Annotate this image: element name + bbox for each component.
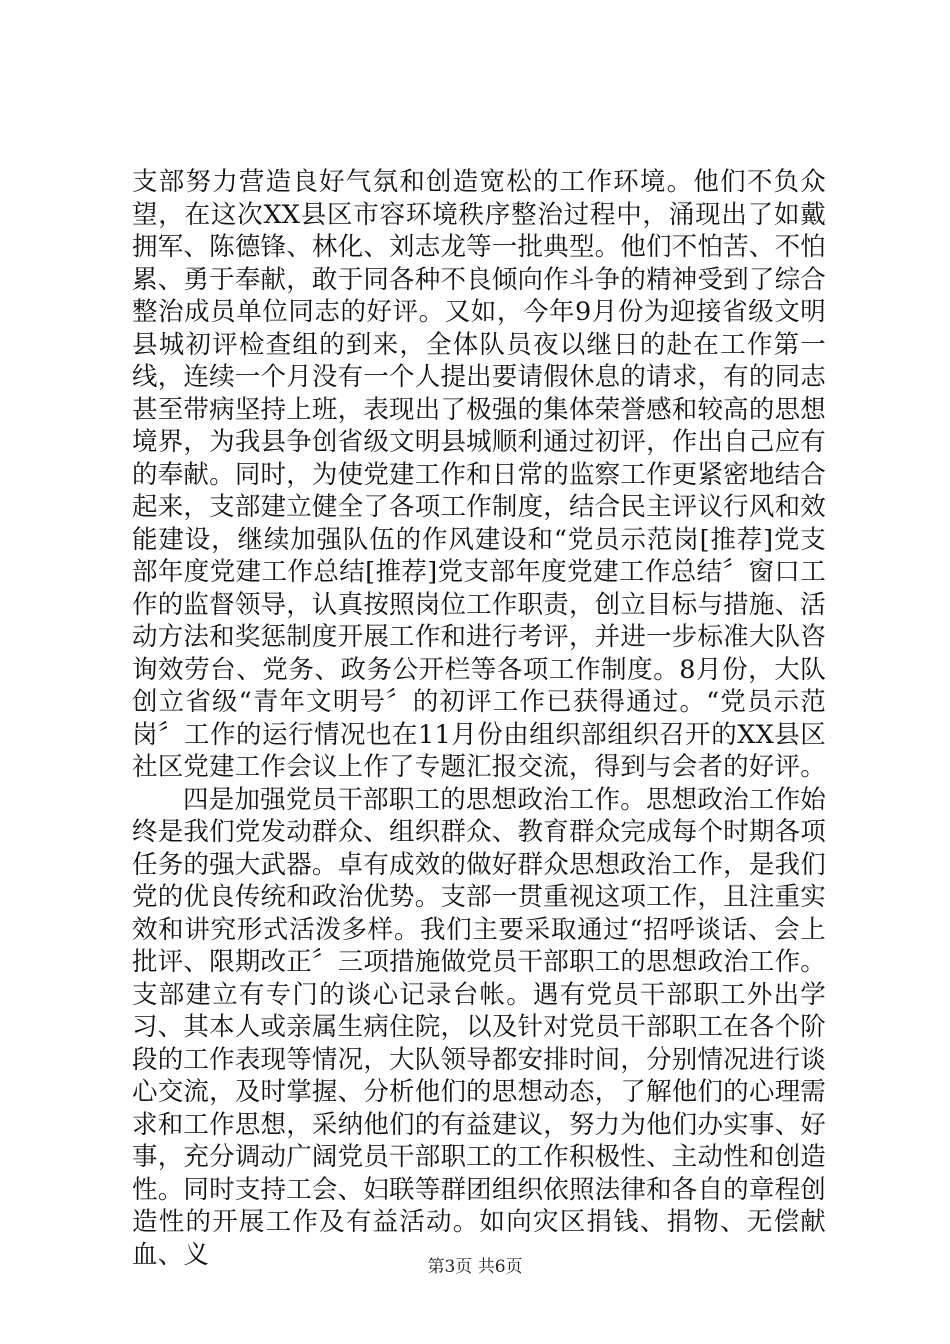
page-footer: 第3页 共6页 (427, 1257, 523, 1277)
body-text (132, 166, 826, 1271)
paragraph-2: 四是加强党员干部职工的思想政治工作。思想政治工作始终是我们党发动群众、组织群众、教育群众完成每个时期各项任务的强大武器。卓有成效的做好群众思想政治工作，是我们党的优良传统和政治优势。支部一贯重视这项工作，且注重实效和讲究形式活泼多样。我们主要采取通过“招呼谈话、会上批评、限期改正〞三项措施做党员干部职工的思想政治工作。支部建立有专门的谈心记录台帐。遇有党员干部职工外出学习、其本人或亲属生病住院，以及针对党员干部职工在各个阶段的工作表现等情况，大队领导都安排时间，分别情况进行谈心交流，及时掌握、分析他们的思想动态，了解他们的心理需求和工作思想，采纳他们的有益建议，努力为他们办实事、好事，充分调动广阔党员干部职工的工作积极性、主动性和创造性。同时支持工会、妇联等群团组织依照法律和各自的章程创造性的开展工作及有益活动。如向灾区捐钱、捐物、无偿献血、义 (132, 784, 826, 1270)
paragraph-1: 支部努力营造良好气氛和创造宽松的工作环境。他们不负众望，在这次XX县区市容环境秩序整治过程中，涌现出了如戴拥军、陈德锋、林化、刘志龙等一批典型。他们不怕苦、不怕累、勇于奉献，敢于同各种不良倾向作斗争的精神受到了综合整治成员单位同志的好评。又如，今年9月份为迎接省级文明县城初评检查组的到来，全体队员夜以继日的赴在工作第一线，连续一个月没有一个人提出要请假休息的请求，有的同志甚至带病坚持上班，表现出了极强的集体荣誉感和较高的思想境界，为我县争创省级文明县城顺利通过初评，作出自己应有的奉献。同时，为使党建工作和日常的监察工作更紧密地结合起来，支部建立健全了各项工作制度，结合民主评议行风和效能建设，继续加强队伍的作风建设和“党员示范岗[推荐]党支部年度党建工作总结[推荐]党支部年度党建工作总结〞窗口工作的监督领导，认真按照岗位工作职责，创立目标与措施、活动方法和奖惩制度开展工作和进行考评，并进一步标准大队咨询效劳台、党务、政务公开栏等各项工作制度。8月份，大队创立省级“青年文明号〞的初评工作已获得通过。“党员示范岗〞工作的运行情况也在11月份由组织部组织召开的XX县区社区党建工作会议上作了专题汇报交流，得到与会者的好评。 (132, 167, 826, 782)
